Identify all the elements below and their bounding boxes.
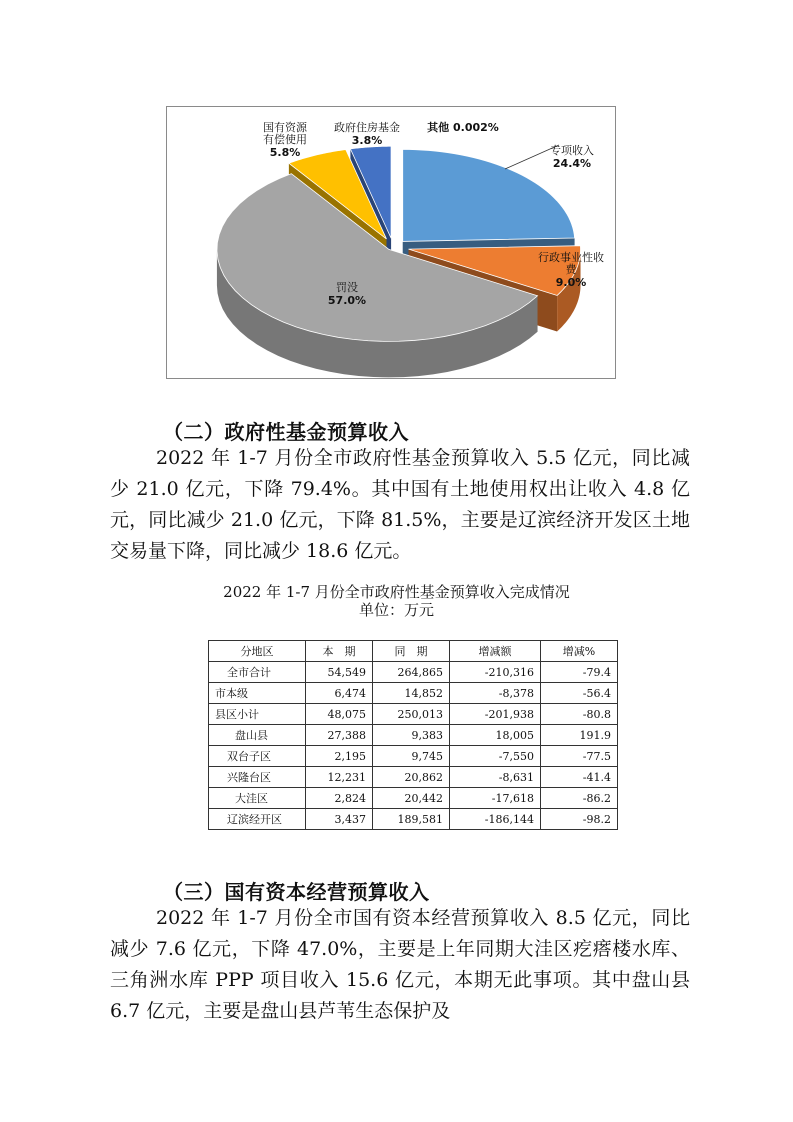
- change-amount-cell: 18,005: [450, 725, 541, 746]
- slice-value: 5.8%: [269, 146, 301, 159]
- region-cell: 县区小计: [209, 704, 306, 725]
- slice-label: 政府住房基金: [334, 121, 400, 134]
- change-percent-cell: -79.4: [541, 662, 618, 683]
- pie-label: [334, 120, 400, 147]
- change-percent-cell: -56.4: [541, 683, 618, 704]
- prior-cell: 20,862: [373, 767, 450, 788]
- section3-paragraph: 2022 年 1-7 月份全市国有资本经营预算收入 8.5 亿元，同比减少 7.6 亿元，下降 47.0%，主要是上年同期大洼区疙瘩楼水库、三角洲水库 PPP 项目收入 15.6 亿元，本期无此事项。其中盘山县 6.7 亿元，主要是盘山县芦苇生态保护及: [110, 907, 690, 1022]
- current-cell: 54,549: [306, 662, 373, 683]
- change-amount-cell: -186,144: [450, 809, 541, 830]
- region-cell: 兴隆台区: [209, 767, 306, 788]
- prior-cell: 20,442: [373, 788, 450, 809]
- slice-label: 专项收入: [550, 144, 594, 157]
- region-cell: 盘山县: [209, 725, 306, 746]
- change-amount-cell: -17,618: [450, 788, 541, 809]
- current-cell: 2,824: [306, 788, 373, 809]
- table-title: 2022 年 1-7 月份全市政府性基金预算收入完成情况: [223, 583, 570, 601]
- change-percent-cell: 191.9: [541, 725, 618, 746]
- region-cell: 全市合计: [209, 662, 306, 683]
- pie-label: [550, 143, 594, 170]
- table-row: [209, 704, 618, 725]
- header-change-percent: 增减%: [541, 641, 618, 662]
- prior-cell: 9,383: [373, 725, 450, 746]
- change-amount-cell: -7,550: [450, 746, 541, 767]
- change-amount-cell: -8,631: [450, 767, 541, 788]
- change-amount-cell: -201,938: [450, 704, 541, 725]
- change-amount-cell: -8,378: [450, 683, 541, 704]
- header-prior: 同 期: [373, 641, 450, 662]
- slice-value: 3.8%: [351, 134, 383, 147]
- section3-heading: （三）国有资本经营预算收入: [163, 880, 430, 904]
- change-percent-cell: -77.5: [541, 746, 618, 767]
- change-percent-cell: -86.2: [541, 788, 618, 809]
- pie-label: [263, 120, 308, 159]
- current-cell: 12,231: [306, 767, 373, 788]
- region-cell: 辽滨经开区: [209, 809, 306, 830]
- slice-label: 罚没: [336, 281, 358, 294]
- header-change-amount: 增减额: [450, 641, 541, 662]
- current-cell: 48,075: [306, 704, 373, 725]
- table-row: [209, 809, 618, 830]
- table-unit: 单位：万元: [358, 601, 434, 619]
- table-row: [209, 683, 618, 704]
- table-row: [209, 725, 618, 746]
- header-region: 分地区: [209, 641, 306, 662]
- change-percent-cell: -41.4: [541, 767, 618, 788]
- section2-heading: （二）政府性基金预算收入: [163, 420, 409, 444]
- current-cell: 2,195: [306, 746, 373, 767]
- slice-label: 行政事业性收: [538, 251, 604, 264]
- slice-value: 9.0%: [555, 276, 587, 289]
- slice-value: 24.4%: [552, 157, 592, 170]
- change-amount-cell: -210,316: [450, 662, 541, 683]
- prior-cell: 189,581: [373, 809, 450, 830]
- pie-chart: [167, 107, 615, 378]
- region-cell: 大洼区: [209, 788, 306, 809]
- prior-cell: 14,852: [373, 683, 450, 704]
- header-current: 本 期: [306, 641, 373, 662]
- prior-cell: 264,865: [373, 662, 450, 683]
- slice-label: 国有资源: [263, 121, 307, 134]
- table-row: [209, 767, 618, 788]
- slice-label: 其他 0.002%: [427, 121, 499, 134]
- table-row: [209, 746, 618, 767]
- slice-label: 费: [565, 263, 577, 276]
- slice-label: 有偿使用: [263, 133, 307, 146]
- table-row: [209, 788, 618, 809]
- current-cell: 3,437: [306, 809, 373, 830]
- region-cell: 市本级: [209, 683, 306, 704]
- table-row: [209, 662, 618, 683]
- table-header-row: [209, 641, 618, 662]
- slice-value: 57.0%: [327, 294, 367, 307]
- fund-revenue-table: [208, 640, 618, 830]
- current-cell: 6,474: [306, 683, 373, 704]
- change-percent-cell: -80.8: [541, 704, 618, 725]
- prior-cell: 250,013: [373, 704, 450, 725]
- current-cell: 27,388: [306, 725, 373, 746]
- pie-label: [427, 120, 499, 134]
- prior-cell: 9,745: [373, 746, 450, 767]
- section2-paragraph: 2022 年 1-7 月份全市政府性基金预算收入 5.5 亿元，同比减少 21.0 亿元，下降 79.4%。其中国有土地使用权出让收入 4.8 亿元，同比减少 21.0 亿元，下降 81.5%，主要是辽滨经济开发区土地交易量下降，同比减少 18.6 亿元。: [110, 447, 690, 562]
- region-cell: 双台子区: [209, 746, 306, 767]
- pie-chart-frame: [166, 106, 616, 379]
- change-percent-cell: -98.2: [541, 809, 618, 830]
